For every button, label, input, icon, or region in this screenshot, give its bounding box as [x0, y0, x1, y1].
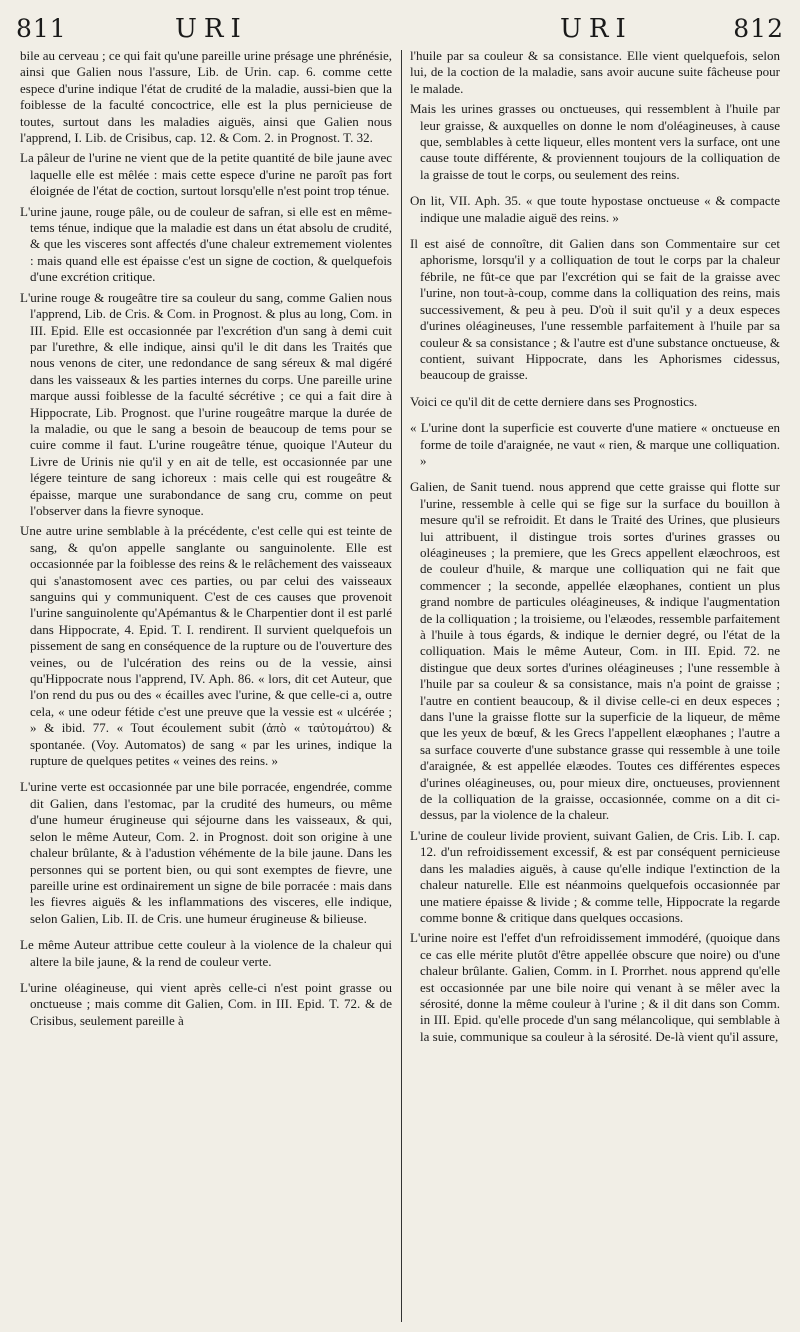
page-number-left: 811 [16, 14, 67, 43]
paragraph: l'huile par sa couleur & sa consistance. Elle vient quelquefois, selon lui, de la coction de la maladie, sans avoir aucune suite fâcheuse pour le malade. [410, 48, 780, 96]
running-head-right: URI [560, 14, 633, 44]
right-column [410, 48, 780, 1326]
paragraph: bile au cerveau ; ce qui fait qu'une pareille urine présage une phrénésie, ainsi que Galien nous l'assure, Lib. de Urin. cap. 6. comme cette espece d'urine indique l'état de crudité de la maladie, aussi-bien que la foiblesse de la faculté concoctrice, elle est la plus pernicieuse de toutes, surtout dans les maladies aiguës, ainsi que Galien nous l'apprend, I. Lib. de Crisibus, cap. 12. & Com. 2. in Prognost. T. 32. [20, 48, 392, 146]
column-divider [401, 50, 402, 1322]
paragraph: Voici ce qu'il dit de cette derniere dans ses Prognostics. [410, 393, 698, 409]
paragraph: L'urine rouge & rougeâtre tire sa couleur du sang, comme Galien nous l'apprend, Lib. de Cris. & Com. in Prognost. & plus au long, Com. in III. Epid. Elle est occasionnée par l'excrétion d'un sang à demi cuit par l'urethre, & elle indique, ainsi qu'il le dit dans les Traités que nous venons de citer, une redondance de sang séreux & mal digéré dans les vaisseaux & les parties internes du corps. Une pareille urine marque aussi foiblesse de la faculté sécrétive ; ce qui a fait dire à Hippocrate, Lib. Prognost. que l'urine rougeâtre marque la durée de la maladie, ou que le sang a besoin de beaucoup de tems pour se cuire comme il faut. L'urine rougeâtre ténue, quoique l'Auteur du Livre de Urinis nie qu'il y en ait de telle, est occasionnée par une légere teinture de sang ichoreux : mais celle qui est rougeâtre & épaisse, marque une surabondance de sang cru, comme on peut l'observer dans la fievre synoque. [20, 289, 392, 518]
paragraph: Galien, de Sanit tuend. nous apprend que cette graisse qui flotte sur l'urine, ressemble à celle qui se fige sur la surface du bouillon à mesure qu'il se refroidit. Et dans le Traité des Urines, que plusieurs lui attribuent, il distingue trois sortes d'urines grasses ou oléagineuses ; la premiere, que les Grecs appellent elæochroos, est de couleur d'huile, & marque une colliquation qui ne fait que commencer ; la seconde, appellée elæophanes, contient un plus grand nombre de particules oléagineuses, & indique l'augmentation de la colliquation ; la troisieme, ou l'elæodes, ressemble parfaitement à l'huile à tous égards, & indique le dernier degré, ou l'état de la colliquation. Mais le même Auteur, Com. in III. Epid. 72. ne distingue que deux sortes d'urines oléagineuses ; l'une ressemble à l'huile par sa couleur & sa consistance, mais n'a point de graisse ; l'autre en contient beaucoup, & il divise celle-ci en deux especes ; dans l'une la graisse flotte sur la superficie de la liqueur, de même que les yeux de bœuf, & les Grecs l'appellent elæophanes ; l'autre a sa surface couverte d'une substance grasse qui ressemble à une toile d'araignée, & est appellée elæodes. Toutes ces différentes especes d'urines oléagineuses, ou, pour mieux dire, onctueuses, proviennent de la colliquation de la graisse, occasionnée, comme on a dit ci-dessus, par la violence de la chaleur. [410, 479, 780, 823]
paragraph: Il est aisé de connoître, dit Galien dans son Commentaire sur cet aphorisme, lorsqu'il y a colliquation de tout le corps par la chaleur fébrile, ne fût-ce que par l'excrétion qui se fait de la graisse avec l'urine, non tout-à-coup, comme dans la colliquation des reins, mais successivement, & peu à peu. D'où il suit qu'il y a deux especes d'urines oléagineuses, l'une ressemble parfaitement à l'huile par sa couleur & sa consistance ; & l'autre est d'une substance onctueuse, & contient, suivant Hippocrate, dans les Aphorismes cidessus, beaucoup de graisse. [410, 236, 780, 383]
paragraph: Une autre urine semblable à la précédente, c'est celle qui est teinte de sang, & qu'on appelle sanglante ou sanguinolente. Elle est occasionnée par la foiblesse des reins & le relâchement des vaisseaux qui s'anastomosent avec ces parties, ou par celui des vaisseaux sanguins qui y communiquent. C'est de ces causes que provenoit l'urine sanguinolente qu'Apémantus & le Charpentier dont il est parlé dans Hippocrate, 4. Epid. T. I. rendirent. Il survient quelquefois un pissement de sang en conséquence de la rupture ou de l'ouverture des veines, ou de l'ulcération des reins ou de la vessie, ainsi qu'Hippocrate nous l'apprend, IV. Aph. 86. « lors, dit cet Auteur, que l'on rend du pus ou des « écailles avec l'urine, & que celle-ci a, outre cela, « une odeur fétide c'est une preuve que la vessie est « ulcérée ; » & ibid. 77. « Tout écoulement subit (ἀπὸ « ταὐτομάτου) & spontanée. (Voy. Automatos) de sang « par les urines, indique la rupture de quelques petites « veines des reins. » [20, 523, 392, 769]
page-header [0, 0, 800, 46]
paragraph: La pâleur de l'urine ne vient que de la petite quantité de bile jaune avec laquelle elle est mêlée : mais cette espece d'urine ne paroît pas fort éloignée de l'état de coction, surtout lorsqu'elle n'est point trop ténue. [20, 150, 392, 199]
left-column [20, 48, 392, 1326]
paragraph: L'urine verte est occasionnée par une bile porracée, engendrée, comme dit Galien, dans l'estomac, par la crudité des humeurs, ou même d'une humeur érugineuse qui séjourne dans les vaisseaux, & qui, selon le même Auteur, Com. 2. in Prognost. doit son origine à une chaleur brûlante, & à l'adustion véhémente de la bile jaune. Dans les personnes qui se portent bien, ou qui sont exemptes de fievre, une pareille urine est ordinairement un signe de bile porracée : mais dans les fievres aiguës & les inflammations des visceres, elle indique, selon Galien, Lib. II. de Cris. une humeur érugineuse & bilieuse. [20, 779, 392, 926]
running-head-left: URI [175, 14, 248, 44]
paragraph: L'urine oléagineuse, qui vient après celle-ci n'est point grasse ou onctueuse ; mais comme dit Galien, Com. in III. Epid. T. 72. & de Crisibus, seulement pareille à [20, 979, 392, 1028]
paragraph: L'urine noire est l'effet d'un refroidissement immodéré, (quoique dans ce cas elle mérite plutôt d'être appellée obscure que noire) ou d'une chaleur brûlante. Galien, Comm. in I. Prorrhet. nous apprend qu'elle est occasionnée par une bile noire qui venant à se mêler avec la sérosité, donne la même couleur à l'urine ; & il dit dans son Comm. in III. Epid. qu'elle procede d'un sang mélancolique, qui semblable à la suie, communique sa couleur à la sérosité. De-là vient qu'il assure, [410, 930, 780, 1044]
paragraph: L'urine jaune, rouge pâle, ou de couleur de safran, si elle est en même-tems ténue, indique que la maladie est dans un état absolu de crudité, & que les visceres sont affectés d'une chaleur extremement violentes : mais quand elle est épaisse c'est un signe de coction, & quelquefois d'une excrétion critique. [20, 203, 392, 285]
paragraph: Mais les urines grasses ou onctueuses, qui ressemblent à l'huile par leur graisse, & auxquelles on donne le nom d'oléagineuses, à cause que, semblables à cette liqueur, elles montent vers la surface, ont une cause toute différente, & proviennent toujours de la colliquation de la graisse de tout le corps, ou seulement des reins. [410, 101, 780, 182]
page-number-right: 812 [733, 14, 784, 43]
paragraph: On lit, VII. Aph. 35. « que toute hypostase onctueuse « & compacte indique une maladie aiguë des reins. » [410, 193, 780, 225]
paragraph: L'urine de couleur livide provient, suivant Galien, de Cris. Lib. I. cap. 12. d'un refroidissement excessif, & est par conséquent pernicieuse dans les maladies aiguës, à cause qu'elle indique l'extinction de la chaleur naturelle. Elle est néanmoins quelquefois occasionnée par une matiere épaisse & livide ; & comme telle, Hippocrate la regarde comme bonne & critique dans quelques occasions. [410, 827, 780, 925]
paragraph: Le même Auteur attribue cette couleur à la violence de la chaleur qui altere la bile jaune, & la rend de couleur verte. [20, 937, 392, 969]
quotation: « L'urine dont la superficie est couverte d'une matiere « onctueuse en forme de toile d'araignée, ne vaut « rien, & marque une colliquation. » [410, 420, 780, 468]
